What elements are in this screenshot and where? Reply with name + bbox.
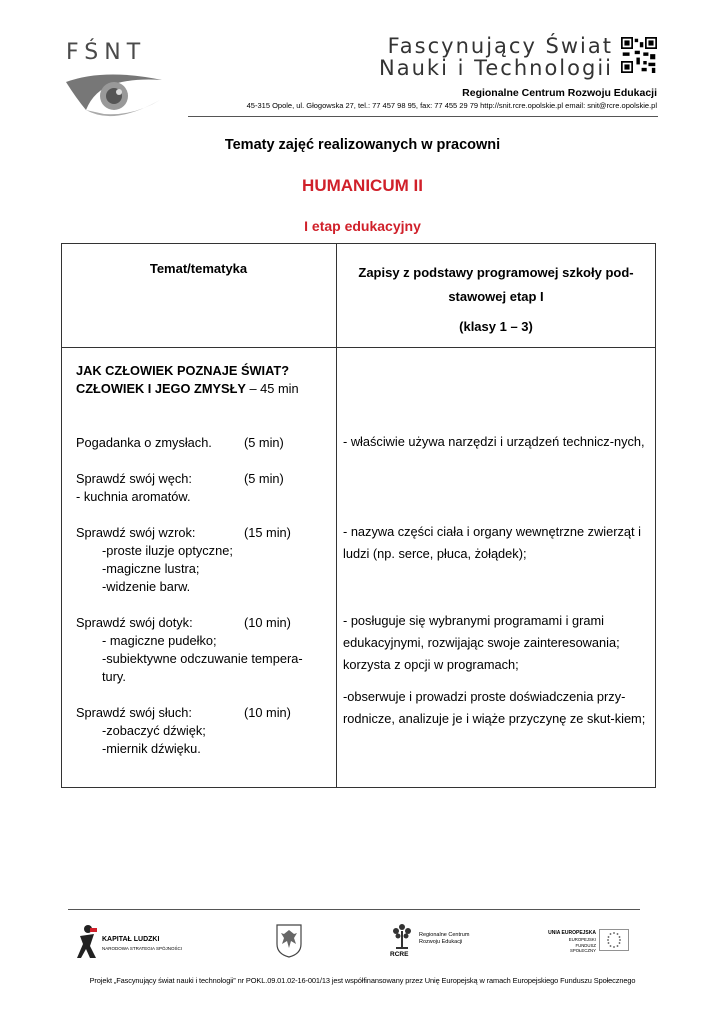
activity-title: Pogadanka o zmysłach.	[76, 435, 212, 450]
eu-flag-icon	[599, 929, 629, 951]
activity-duration: (10 min)	[244, 615, 291, 630]
main-topic-duration: – 45 min	[245, 381, 299, 396]
main-topic	[76, 362, 331, 398]
activity-title: Sprawdź swój węch:	[76, 471, 192, 486]
document-title: Tematy zajęć realizowanych w pracowni	[224, 137, 501, 153]
table-header-divider	[61, 347, 656, 348]
activity-subitem: -miernik dźwięku.	[102, 741, 201, 756]
curriculum-requirement: - właściwie używa narzędzi i urządzeń technicz-nych,	[343, 434, 645, 449]
table-column-divider	[336, 243, 337, 788]
eu-title: UNIA EUROPEJSKA	[548, 930, 596, 936]
activity-duration: (5 min)	[244, 471, 284, 486]
curriculum-requirement: -obserwuje i prowadzi proste doświadczenia przy-rodnicze, analizuje je i wiąże przyczynę ze skut-kiem;	[343, 689, 646, 726]
curriculum-requirement: - posługuje się wybranymi programami i grami edukacyjnymi, rozwijając swoje zainteresowania; korzysta z opcji w programach;	[343, 613, 620, 672]
activity-subitem: - magiczne pudełko;	[102, 633, 217, 648]
activity-item	[76, 434, 331, 452]
kapital-ludzki-title: KAPITAŁ LUDZKI	[102, 936, 160, 943]
kapital-ludzki-subtitle: NARODOWA STRATEGIA SPÓJNOŚCI	[102, 946, 183, 951]
activity-title: Sprawdź swój wzrok:	[76, 525, 196, 540]
organization-name: Regionalne Centrum Rozwoju Edukacji	[462, 87, 657, 99]
activity-item	[76, 704, 331, 758]
project-funding-note: Projekt „Fascynujący świat nauki i technologii” nr POKL.09.01.02-16-001/13 jest współfinansowany przez Unię Europejską w ramach Europejskiego Funduszu Społecznego	[89, 976, 636, 985]
rcre-tree-logo-icon	[391, 923, 413, 951]
rcre-abbreviation: RCRE	[390, 951, 409, 958]
activity-subitem: -widzenie barw.	[102, 579, 191, 594]
project-title-line1: Fascynujący Świat	[387, 34, 613, 58]
activity-duration: (10 min)	[244, 705, 291, 720]
opolskie-coat-of-arms-icon	[276, 924, 302, 958]
document-subject: HUMANICUM II	[302, 176, 423, 195]
activity-subitem: -proste iluzje optyczne;	[102, 543, 233, 558]
rcre-title: Regionalne Centrum Rozwoju Edukacji	[419, 932, 470, 945]
footer-logos	[70, 920, 655, 965]
activity-item	[76, 524, 331, 596]
activity-subitem: -subiektywne odczuwanie tempera-	[102, 651, 303, 666]
qr-code-icon	[621, 37, 657, 73]
activity-subitem: tury.	[102, 669, 126, 684]
curriculum-requirement: - nazywa części ciała i organy wewnętrzne zwierząt i ludzi (np. serce, płuca, żołądek);	[343, 524, 641, 561]
kapital-ludzki-logo-icon	[76, 924, 98, 960]
activity-subitem: -zobaczyć dźwięk;	[102, 723, 206, 738]
organization-address: 45-315 Opole, ul. Głogowska 27, tel.: 77 457 98 95, fax: 77 455 29 79 http://snit.rcre.opolskie.pl email: snit@rcre.opolskie.pl	[246, 101, 657, 110]
eu-subtitle: EUROPEJSKI FUNDUSZ SPOŁECZNY	[568, 937, 596, 953]
activity-duration: (15 min)	[244, 525, 291, 540]
activity-subitem: - kuchnia aromatów.	[76, 489, 191, 504]
activity-title: Sprawdź swój słuch:	[76, 705, 192, 720]
activity-list	[76, 434, 331, 758]
column-header-topic: Temat/tematyka	[149, 261, 248, 276]
activity-title: Sprawdź swój dotyk:	[76, 615, 193, 630]
project-title-line2: Nauki i Technologii	[379, 56, 613, 80]
column-header-grades: (klasy 1 – 3)	[459, 319, 533, 334]
activity-duration: (5 min)	[244, 435, 284, 450]
header-divider	[188, 116, 658, 117]
education-stage: I etap edukacyjny	[304, 218, 421, 234]
footer-divider	[68, 909, 640, 910]
eye-logo-icon	[64, 70, 164, 120]
column-header-curriculum: Zapisy z podstawy programowej szkoły pod-stawowej etap I	[358, 265, 634, 304]
activity-item	[76, 470, 331, 506]
main-topic-line1: JAK CZŁOWIEK POZNAJE ŚWIAT?	[76, 363, 290, 378]
activity-item	[76, 614, 331, 686]
fsnt-logo-text: FŚNT	[66, 40, 147, 65]
main-topic-line2: CZŁOWIEK I JEGO ZMYSŁY	[76, 381, 246, 396]
activity-subitem: -magiczne lustra;	[102, 561, 200, 576]
